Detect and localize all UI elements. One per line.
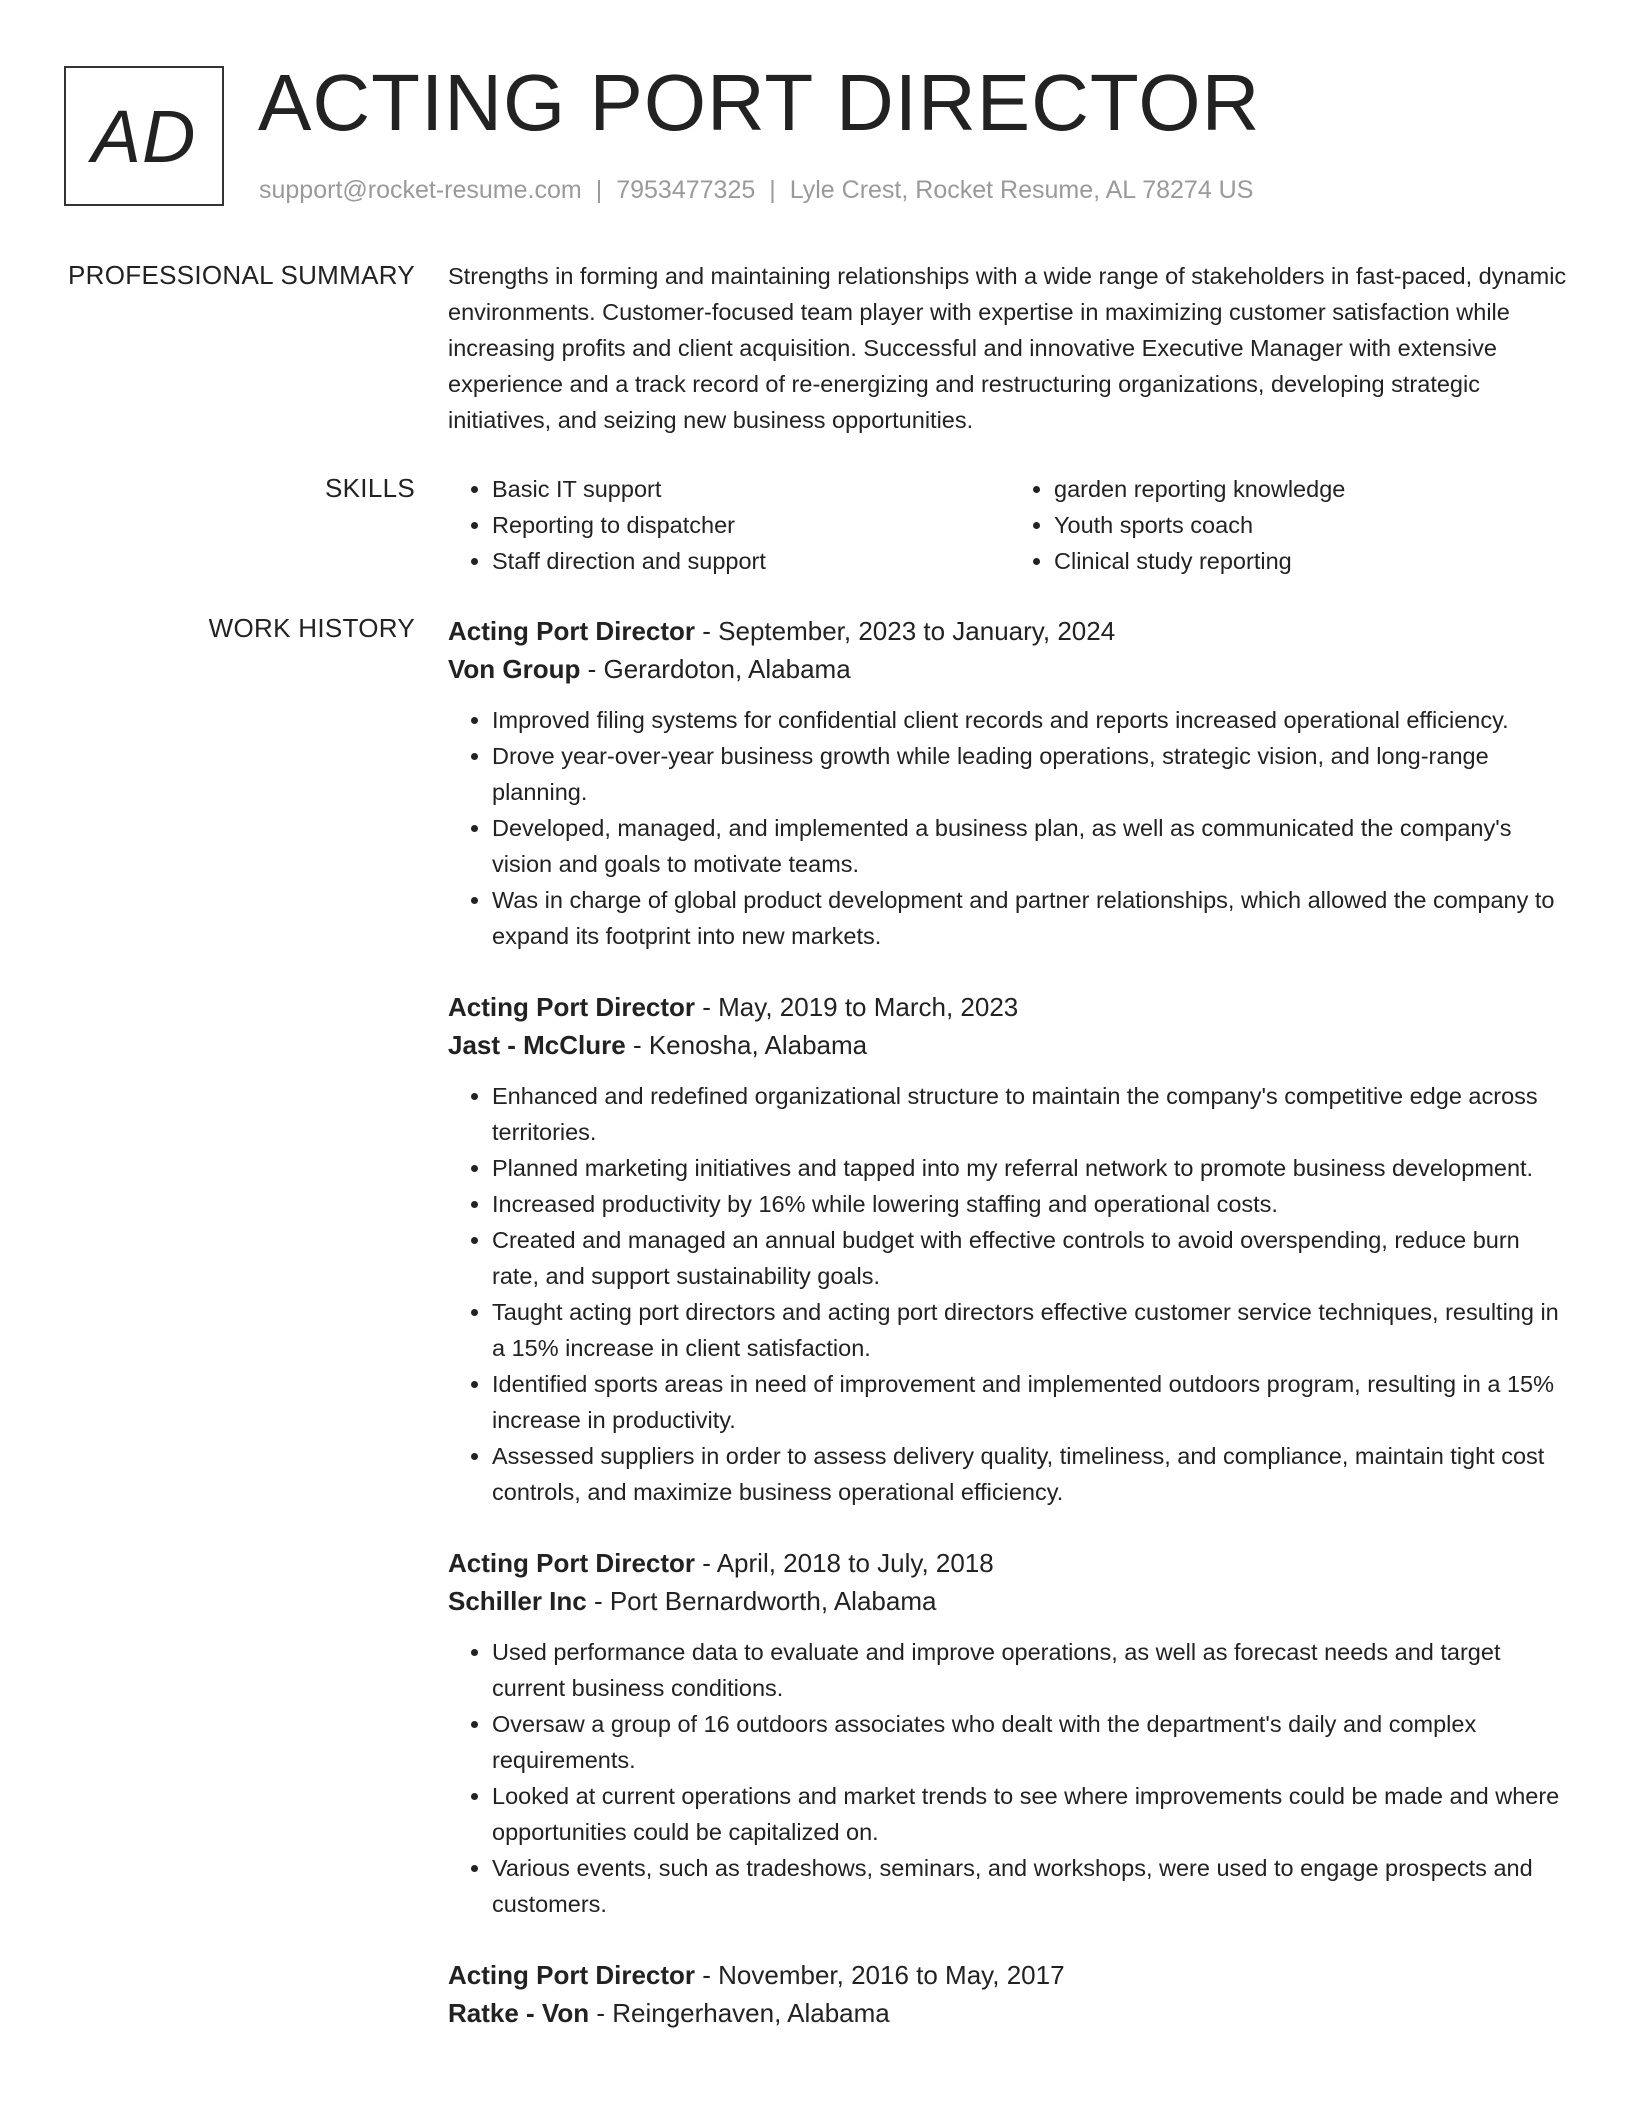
job-bullet: • Looked at current operations and market trends to see where improvements could be made and where opportunities could be capitalized on. [492,1778,1572,1850]
skill-item: • Youth sports coach [1054,507,1572,543]
job-bullets [448,702,1572,954]
job-bullets [448,1634,1572,1922]
job-company: Jast - McClure [448,1030,626,1060]
skills-column-1 [448,471,1010,579]
summary-heading: PROFESSIONAL SUMMARY [68,260,415,290]
job-title: Acting Port Director [448,1960,696,1990]
skill-item: • Basic IT support [492,471,1010,507]
job-location: - Gerardoton, Alabama [580,654,851,684]
skill-item: • Reporting to dispatcher [492,507,1010,543]
job-dates: - September, 2023 to January, 2024 [695,616,1116,646]
skills-heading: SKILLS [325,473,415,503]
contact-email[interactable]: support@rocket-resume.com [259,176,582,204]
job-location: - Port Bernardworth, Alabama [586,1586,937,1616]
job-company: Ratke - Von [448,1998,590,2028]
job-entry [448,612,1572,954]
skill-item: • Staff direction and support [492,543,1010,579]
job-bullet: • Developed, managed, and implemented a business plan, as well as communicated the company's vision and goals to motivate teams. [492,810,1572,882]
work-history-heading: WORK HISTORY [208,613,415,643]
summary-text: Strengths in forming and maintaining relationships with a wide range of stakeholders in fast-paced, dynamic environments. Customer-focused team player with expertise in maximizing customer satisfaction while increasing profits and client acquisition. Successful and innovative Executive Manager with extensive experience and a track record of re-energizing and restructuring organizations, developing strategic initiatives, and seizing new business opportunities. [448,263,1567,433]
contact-separator: | [595,176,603,204]
job-dates: - May, 2019 to March, 2023 [695,992,1019,1022]
job-bullet: • Planned marketing initiatives and tapped into my referral network to promote business development. [492,1150,1572,1186]
job-company: Von Group [448,654,581,684]
job-title-line [448,988,1572,1026]
job-dates: - November, 2016 to May, 2017 [695,1960,1065,1990]
skills-column-2 [1010,471,1572,579]
job-bullet: • Oversaw a group of 16 outdoors associates who dealt with the department's daily and complex requirements. [492,1706,1572,1778]
job-bullet: • Taught acting port directors and acting port directors effective customer service techniques, resulting in a 15% increase in client satisfaction. [492,1294,1572,1366]
job-bullet: • Increased productivity by 16% while lowering staffing and operational costs. [492,1186,1572,1222]
skills-list [448,471,1572,579]
job-company-line [448,650,1572,688]
job-bullet: • Was in charge of global product development and partner relationships, which allowed the company to expand its footprint into new markets. [492,882,1572,954]
job-title: Acting Port Director [448,1548,696,1578]
job-title-line [448,612,1572,650]
contact-separator: | [769,176,776,204]
job-bullet: • Identified sports areas in need of improvement and implemented outdoors program, resulting in a 15% increase in productivity. [492,1366,1572,1438]
job-dates: - April, 2018 to July, 2018 [695,1548,994,1578]
job-title: Acting Port Director [448,992,696,1022]
page-title: ACTING PORT DIRECTOR [258,58,1261,147]
job-entry [448,1544,1572,1922]
job-title: Acting Port Director [448,616,696,646]
job-company: Schiller Inc [448,1586,587,1616]
skill-item: • Clinical study reporting [1054,543,1572,579]
job-bullet: • Various events, such as tradeshows, seminars, and workshops, were used to engage prospects and customers. [492,1850,1572,1922]
monogram-logo: AD [64,66,224,206]
contact-address: Lyle Crest, Rocket Resume, AL 78274 US [789,176,1254,204]
job-entry [448,988,1572,1510]
job-entry [448,1956,1572,2032]
job-bullet: • Improved filing systems for confidential client records and reports increased operational efficiency. [492,702,1572,738]
job-location: - Kenosha, Alabama [625,1030,868,1060]
job-company-line [448,1994,1572,2032]
job-bullets [448,1078,1572,1510]
contact-line [259,176,1253,205]
job-bullet: • Drove year-over-year business growth while leading operations, strategic vision, and long-range planning. [492,738,1572,810]
job-company-line [448,1026,1572,1064]
job-title-line [448,1956,1572,1994]
job-bullet: • Enhanced and redefined organizational structure to maintain the company's competitive edge across territories. [492,1078,1572,1150]
job-bullet: • Assessed suppliers in order to assess delivery quality, timeliness, and compliance, maintain tight cost controls, and maximize business operational efficiency. [492,1438,1572,1510]
contact-phone[interactable]: 7953477325 [616,176,756,204]
job-bullet: • Created and managed an annual budget with effective controls to avoid overspending, reduce burn rate, and support sustainability goals. [492,1222,1572,1294]
skill-item: • garden reporting knowledge [1054,471,1572,507]
job-title-line [448,1544,1572,1582]
job-location: - Reingerhaven, Alabama [589,1998,890,2028]
job-company-line [448,1582,1572,1620]
job-bullet: • Used performance data to evaluate and improve operations, as well as forecast needs and target current business conditions. [492,1634,1572,1706]
